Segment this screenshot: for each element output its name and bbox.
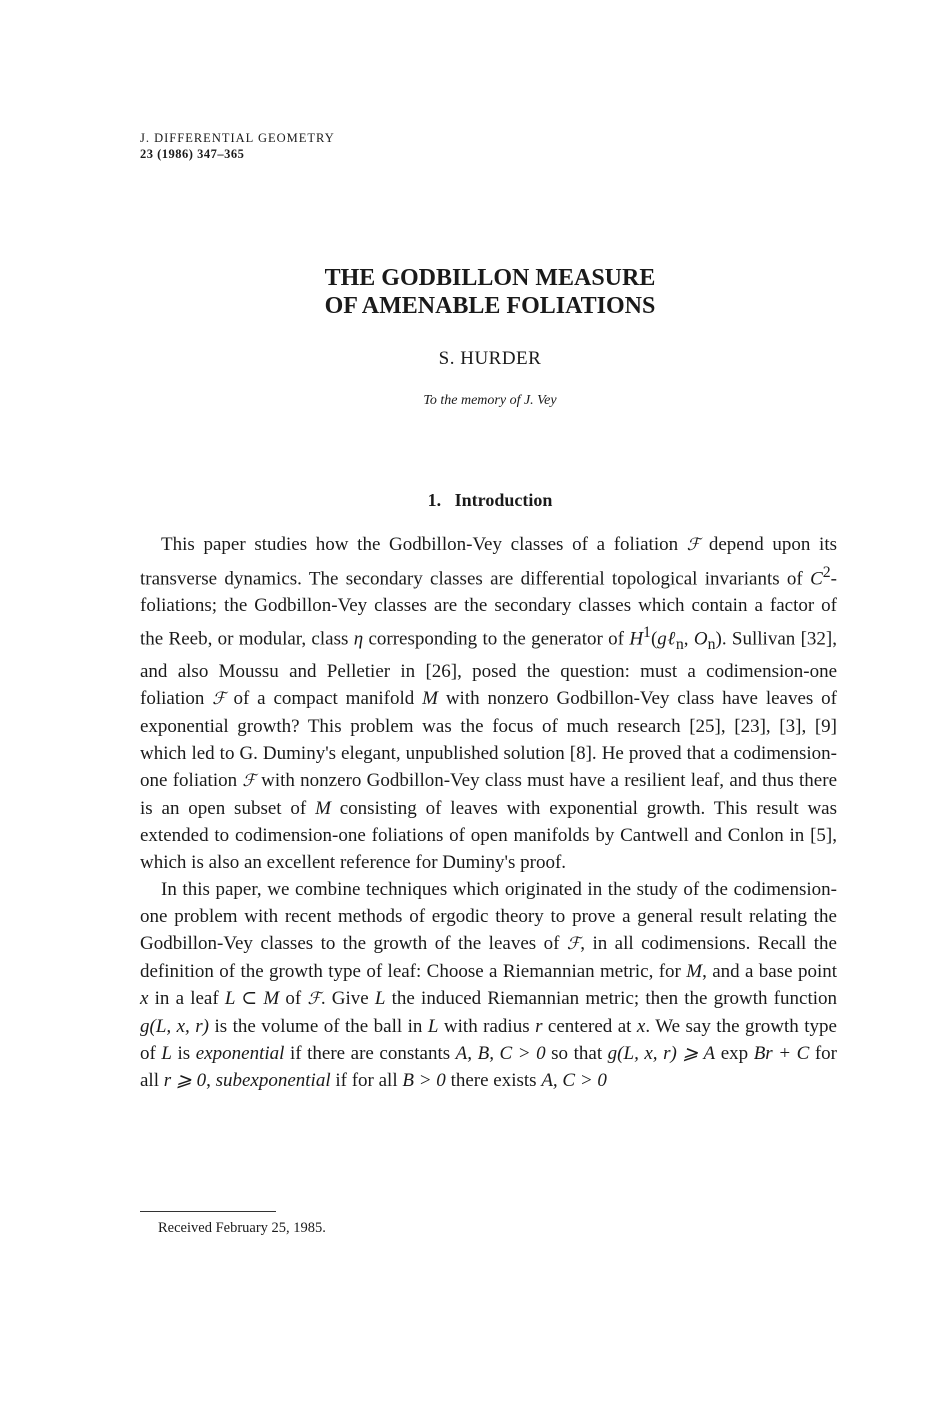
- dedication: To the memory of J. Vey: [423, 393, 557, 408]
- section-heading: [0, 490, 944, 511]
- foliation-symbol: ℱ: [242, 771, 256, 792]
- math-symbol: L: [427, 1016, 439, 1038]
- subscript: n: [675, 636, 684, 654]
- text-run: with radius: [438, 1016, 536, 1038]
- text-run: is: [171, 1043, 196, 1065]
- text-run: This paper studies how the Godbillon-Vey classes of a foliation: [161, 534, 687, 555]
- math-expression: L ⊂ M: [224, 988, 280, 1010]
- paragraph-2: [140, 876, 837, 1094]
- journal-citation: 23 (1986) 347–365: [140, 147, 245, 161]
- math-symbol: ): [715, 628, 722, 650]
- text-run: exp: [715, 1043, 754, 1065]
- text-run: if for all: [330, 1070, 403, 1092]
- math-symbol: C: [810, 568, 823, 590]
- text-run: consisting of leaves with exponential growth. This result was extended to codimension-one foliations of open manifolds by Cantwell and Conlon in [5], which is also an excellent reference for Duminy's proof.: [140, 798, 838, 874]
- foliation-symbol: ℱ: [212, 689, 226, 710]
- text-run: with nonzero Godbillon-Vey class have leaves of exponential growth? This problem was the focus of much research [25], [23], [3], [9] which led to G. Duminy's elegant, unpublished solution [8]. He proved that a codimension-one foliation: [140, 688, 837, 792]
- math-expression: g(L, x, r) ⩾ A: [607, 1043, 716, 1065]
- footnote-received: Received February 25, 1985.: [158, 1220, 326, 1236]
- foliation-symbol: ℱ: [307, 989, 321, 1010]
- math-expression: g(L, x, r): [140, 1016, 209, 1038]
- text-run: , in all codimensions. Recall the definition of the growth type of leaf: Choose a Riemannian metric, for: [140, 933, 837, 983]
- text-run: for all: [140, 1043, 838, 1092]
- math-symbol: r: [535, 1016, 543, 1038]
- superscript: 1: [643, 624, 651, 642]
- superscript: 2: [822, 564, 831, 581]
- emphasis-term: exponential: [195, 1043, 285, 1065]
- subscript: n: [707, 636, 716, 654]
- title-line-1: THE GODBILLON MEASURE: [324, 265, 656, 291]
- text-run: so that: [545, 1043, 608, 1065]
- math-expression: A, C > 0: [541, 1070, 607, 1092]
- paragraph-1: [140, 531, 837, 876]
- math-symbol: M: [315, 798, 331, 820]
- journal-header: [140, 130, 335, 162]
- paper-title: [0, 264, 944, 320]
- footnote-divider: [140, 1211, 276, 1212]
- emphasis-term: subexponential: [215, 1070, 331, 1092]
- math-symbol: O: [693, 628, 708, 650]
- section-title: Introduction: [454, 490, 553, 510]
- eta-symbol: η: [353, 628, 364, 650]
- math-symbol: x: [140, 988, 149, 1010]
- title-line-2: OF AMENABLE FOLIATIONS: [324, 293, 656, 319]
- math-symbol: (: [650, 628, 658, 650]
- text-run: centered at: [542, 1016, 637, 1038]
- author-name: S. HURDER: [438, 348, 542, 369]
- text-run: of a compact manifold: [225, 688, 423, 710]
- text-run: In this paper, we combine techniques which originated in the study of the codimension-one problem with recent methods of ergodic theory to prove a general result relating the Godbillon-Vey classes to the growth of the leaves of: [140, 879, 837, 955]
- text-run: . Sullivan [32], and also Moussu and Pelletier in [26], posed the question: must a codimension-one foliation: [140, 628, 837, 710]
- math-expression: A, B, C > 0: [455, 1043, 546, 1065]
- text-run: with nonzero Godbillon-Vey class must have a resilient leaf, and thus there is an open subset of: [140, 770, 838, 820]
- lie-algebra-symbol: gℓ: [657, 628, 676, 650]
- text-run: of: [279, 988, 308, 1010]
- text-run: if there are constants: [284, 1043, 456, 1065]
- math-symbol: H: [629, 628, 644, 650]
- foliation-symbol: ℱ: [566, 934, 581, 955]
- foliation-symbol: ℱ: [686, 535, 701, 555]
- text-run: . We say the growth type of: [140, 1016, 837, 1065]
- math-symbol: L: [374, 988, 386, 1010]
- math-symbol: x: [636, 1016, 646, 1038]
- math-expression: r ⩾ 0: [163, 1070, 207, 1092]
- text-run: depend upon its transverse dynamics. The secondary classes are differential topological invariants of: [140, 534, 838, 590]
- text-run: ,: [206, 1070, 216, 1092]
- text-run: . Give: [320, 988, 375, 1010]
- journal-name: J. DIFFERENTIAL GEOMETRY: [140, 131, 335, 145]
- math-expression: B > 0: [402, 1070, 446, 1092]
- math-expression: Br + C: [753, 1043, 810, 1065]
- math-symbol: ,: [683, 628, 694, 650]
- body-text: [140, 531, 837, 1094]
- text-run: -foliations; the Godbillon-Vey classes are the secondary classes which contain a factor of the Reeb, or modular, class: [140, 568, 837, 650]
- text-run: , and a base point: [702, 961, 838, 983]
- math-symbol: L: [161, 1043, 172, 1065]
- section-number: 1.: [427, 490, 442, 510]
- math-symbol: M: [422, 688, 438, 710]
- math-symbol: M: [686, 961, 703, 983]
- text-run: there exists: [445, 1070, 542, 1092]
- text-run: corresponding to the generator of: [363, 628, 630, 650]
- text-run: in a leaf: [148, 988, 225, 1010]
- text-run: the induced Riemannian metric; then the growth function: [385, 988, 837, 1010]
- text-run: is the volume of the ball in: [208, 1016, 428, 1038]
